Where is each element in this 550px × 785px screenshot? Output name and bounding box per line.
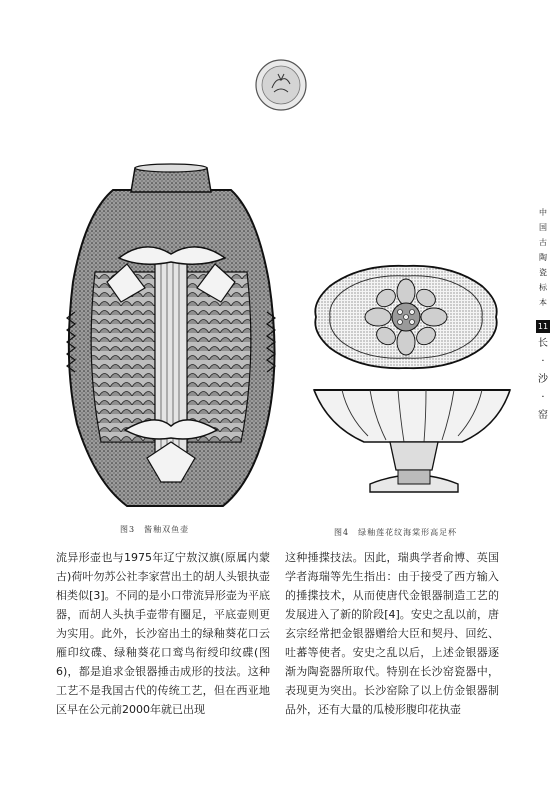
series-title [536, 205, 550, 310]
figure-4-caption: 图4 绿釉莲花纹海棠形高足杯 [334, 528, 458, 537]
series-char: 本 [539, 298, 547, 307]
series-char: 国 [539, 223, 547, 232]
body-column-right [285, 548, 499, 719]
title-char: 窑 [538, 410, 548, 421]
body-paragraph: 流异形壶也与1975年辽宁敖汉旗(原属内蒙古)荷叶勿苏公社李家营出土的胡人头银执壶相类似[3]。不同的是小口带流异形壶为平底器，而胡人头执手壶带有圈足，平底壶则更为实用。此外，长沙窑出土的绿釉葵花口云雁印纹碟、绿釉葵花口鸾鸟衔绶印纹碟(图6)，都是追求金银器捶击成形的技法。这种工艺不是我国古代的传统工艺，但在西亚地区早在公元前2000年就已出现 [56, 551, 270, 716]
series-char: 中 [539, 208, 547, 217]
page-number: 11 [537, 322, 549, 331]
title-char: 长 [538, 338, 548, 349]
body-paragraph: 这种捶揲技法。因此，瑞典学者俞博、英国学者海瑞等先生指出：由于接受了西方输入的捶揲技术，从而使唐代金银器制造工艺的发展进入了新的阶段[4]。安史之乱以前，唐玄宗经常把金银器赠给大臣和契丹、回纥、吐蕃等使者。安史之乱以后，上述金银器逐渐为陶瓷器所取代。特别在长沙窑瓷器中，表现更为突出。长沙窑除了以上仿金银器制品外，还有大量的瓜棱形腹印花执壶 [285, 551, 499, 716]
series-char: 古 [539, 238, 547, 247]
title-char: 沙 [538, 374, 548, 385]
title-char: · [541, 356, 545, 367]
body-column-left [56, 548, 270, 719]
section-title [536, 335, 550, 425]
cup-side-view-illustration [312, 380, 517, 510]
double-fish-ewer-illustration [55, 162, 287, 517]
series-char: 标 [539, 283, 547, 292]
lobed-cup-top-view-illustration [312, 262, 500, 372]
series-char: 陶 [539, 253, 547, 262]
title-char: · [541, 392, 545, 403]
figure-3-caption: 图3 酱釉双鱼壶 [120, 525, 190, 534]
medallion-illustration [254, 58, 308, 112]
series-char: 瓷 [539, 268, 547, 277]
side-tab [536, 205, 550, 425]
